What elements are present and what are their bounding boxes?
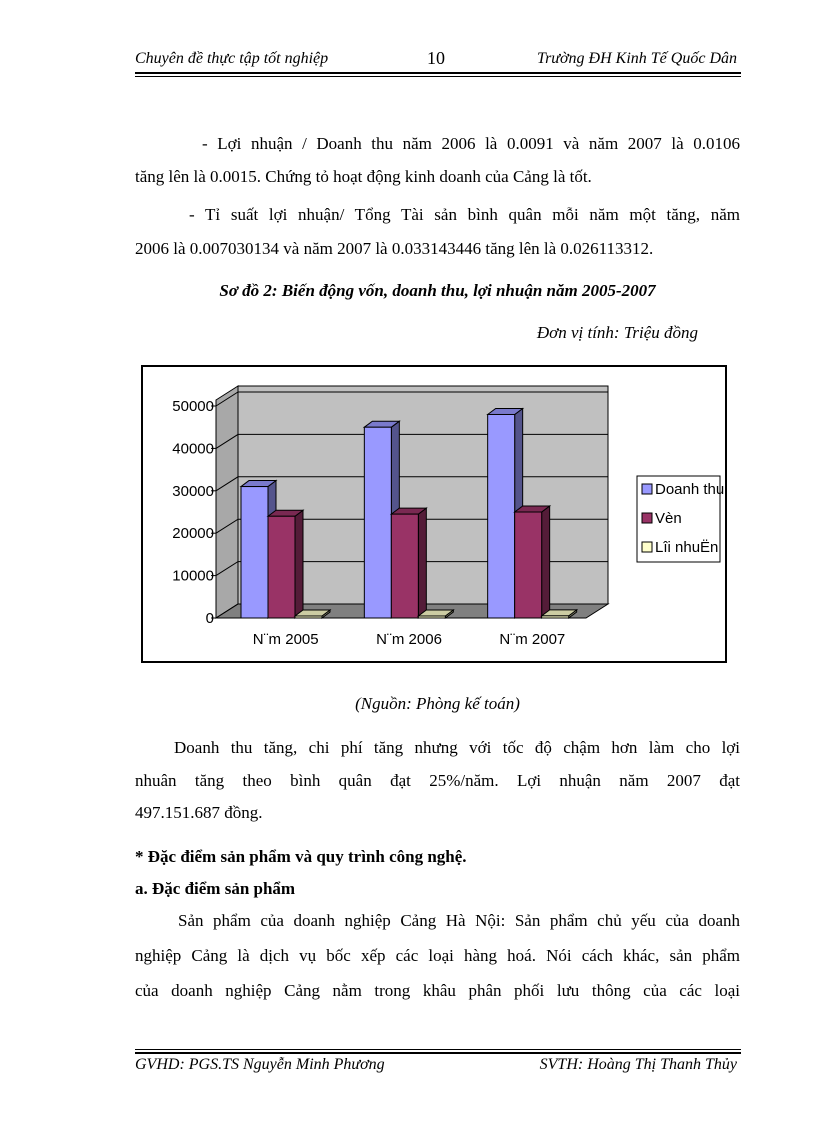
chart-frame bbox=[141, 365, 727, 663]
footer-rule bbox=[135, 1052, 741, 1054]
legend-swatch-0 bbox=[642, 484, 652, 494]
figure-caption: Sơ đồ 2: Biến động vốn, doanh thu, lợi nhuận năm 2005-2007 bbox=[219, 281, 656, 300]
page-number: 10 bbox=[427, 48, 445, 68]
bar-0-0 bbox=[241, 487, 268, 618]
legend-swatch-2 bbox=[642, 542, 652, 552]
y-tick-label: 20000 bbox=[172, 525, 214, 543]
paragraph-3-line-1: Doanh thu tăng, chi phí tăng nhưng với tốc độ chậm hơn làm cho lợi bbox=[174, 738, 740, 757]
x-tick-label: N¨m 2005 bbox=[252, 631, 319, 648]
section-heading: * Đặc điểm sản phẩm và quy trình công nghệ. bbox=[135, 847, 467, 866]
x-tick-label: N¨m 2007 bbox=[499, 631, 566, 648]
paragraph-3-line-2: nhuân tăng theo bình quân đạt 25%/năm. Lợi nhuận năm 2007 đạt bbox=[135, 771, 740, 790]
paragraph-3-line-3: 497.151.687 đồng. bbox=[135, 803, 263, 822]
bar-side-2-1 bbox=[542, 506, 550, 618]
bar-1-0 bbox=[364, 427, 391, 618]
paragraph-2-line-2: 2006 là 0.007030134 và năm 2007 là 0.033143446 tăng lên là 0.026113312. bbox=[135, 239, 654, 258]
page-header bbox=[135, 46, 741, 72]
paragraph-1-line-2: tăng lên là 0.0015. Chứng tỏ hoạt động kinh doanh của Cảng là tốt. bbox=[135, 167, 592, 186]
y-tick-label: 0 bbox=[205, 610, 214, 627]
footer-left: GVHD: PGS.TS Nguyễn Minh Phương bbox=[135, 1056, 385, 1073]
paragraph-4-line-1: Sản phẩm của doanh nghiệp Cảng Hà Nội: Sản phẩm chủ yếu của doanh bbox=[178, 911, 740, 930]
header-rule-thin bbox=[135, 76, 741, 77]
bar-2-2 bbox=[542, 616, 569, 618]
subsection-heading: a. Đặc điểm sản phẩm bbox=[135, 879, 296, 898]
bar-2-1 bbox=[515, 512, 542, 618]
header-right: Trường ĐH Kinh Tế Quốc Dân bbox=[537, 50, 737, 67]
bar-0-2 bbox=[295, 616, 322, 618]
x-tick-label: N¨m 2006 bbox=[376, 631, 442, 648]
paragraph-4-line-2: nghiệp Cảng là dịch vụ bốc xếp các loại hàng hoá. Nói cách khác, sản phẩm bbox=[135, 946, 740, 965]
legend-label-0: Doanh thu bbox=[655, 481, 725, 498]
bar-side-1-1 bbox=[418, 508, 426, 618]
y-tick-label: 40000 bbox=[172, 440, 214, 458]
y-tick-label: 30000 bbox=[172, 482, 214, 500]
paragraph-4-line-3: của doanh nghiệp Cảng nằm trong khâu phân phối lưu thông của các loại bbox=[135, 981, 740, 1000]
bar-0-1 bbox=[268, 516, 295, 618]
header-left: Chuyên đề thực tập tốt nghiệp bbox=[135, 50, 329, 67]
header-rule bbox=[135, 72, 741, 74]
legend-label-2: Lîi nhuËn bbox=[655, 539, 719, 556]
bar-1-2 bbox=[418, 616, 445, 618]
y-tick-label: 50000 bbox=[172, 398, 214, 415]
footer-right: SVTH: Hoàng Thị Thanh Thủy bbox=[539, 1056, 737, 1073]
figure-unit: Đơn vị tính: Triệu đồng bbox=[536, 323, 698, 342]
bar-1-1 bbox=[391, 514, 418, 618]
figure-source: (Nguồn: Phòng kế toán) bbox=[355, 694, 520, 713]
chart-side-wall bbox=[216, 386, 238, 618]
paragraph-2-line-1: - Tỉ suất lợi nhuận/ Tổng Tài sản bình quân mỗi năm một tăng, năm bbox=[189, 205, 740, 224]
bar-2-0 bbox=[488, 414, 515, 618]
legend-label-1: Vèn bbox=[655, 510, 682, 527]
footer-rule-thin bbox=[135, 1049, 741, 1050]
y-tick-label: 10000 bbox=[172, 567, 214, 585]
bar-chart bbox=[143, 367, 729, 665]
legend-swatch-1 bbox=[642, 513, 652, 523]
bar-side-0-1 bbox=[295, 510, 303, 618]
paragraph-1-line-1: - Lợi nhuận / Doanh thu năm 2006 là 0.0091 và năm 2007 là 0.0106 bbox=[202, 134, 740, 153]
